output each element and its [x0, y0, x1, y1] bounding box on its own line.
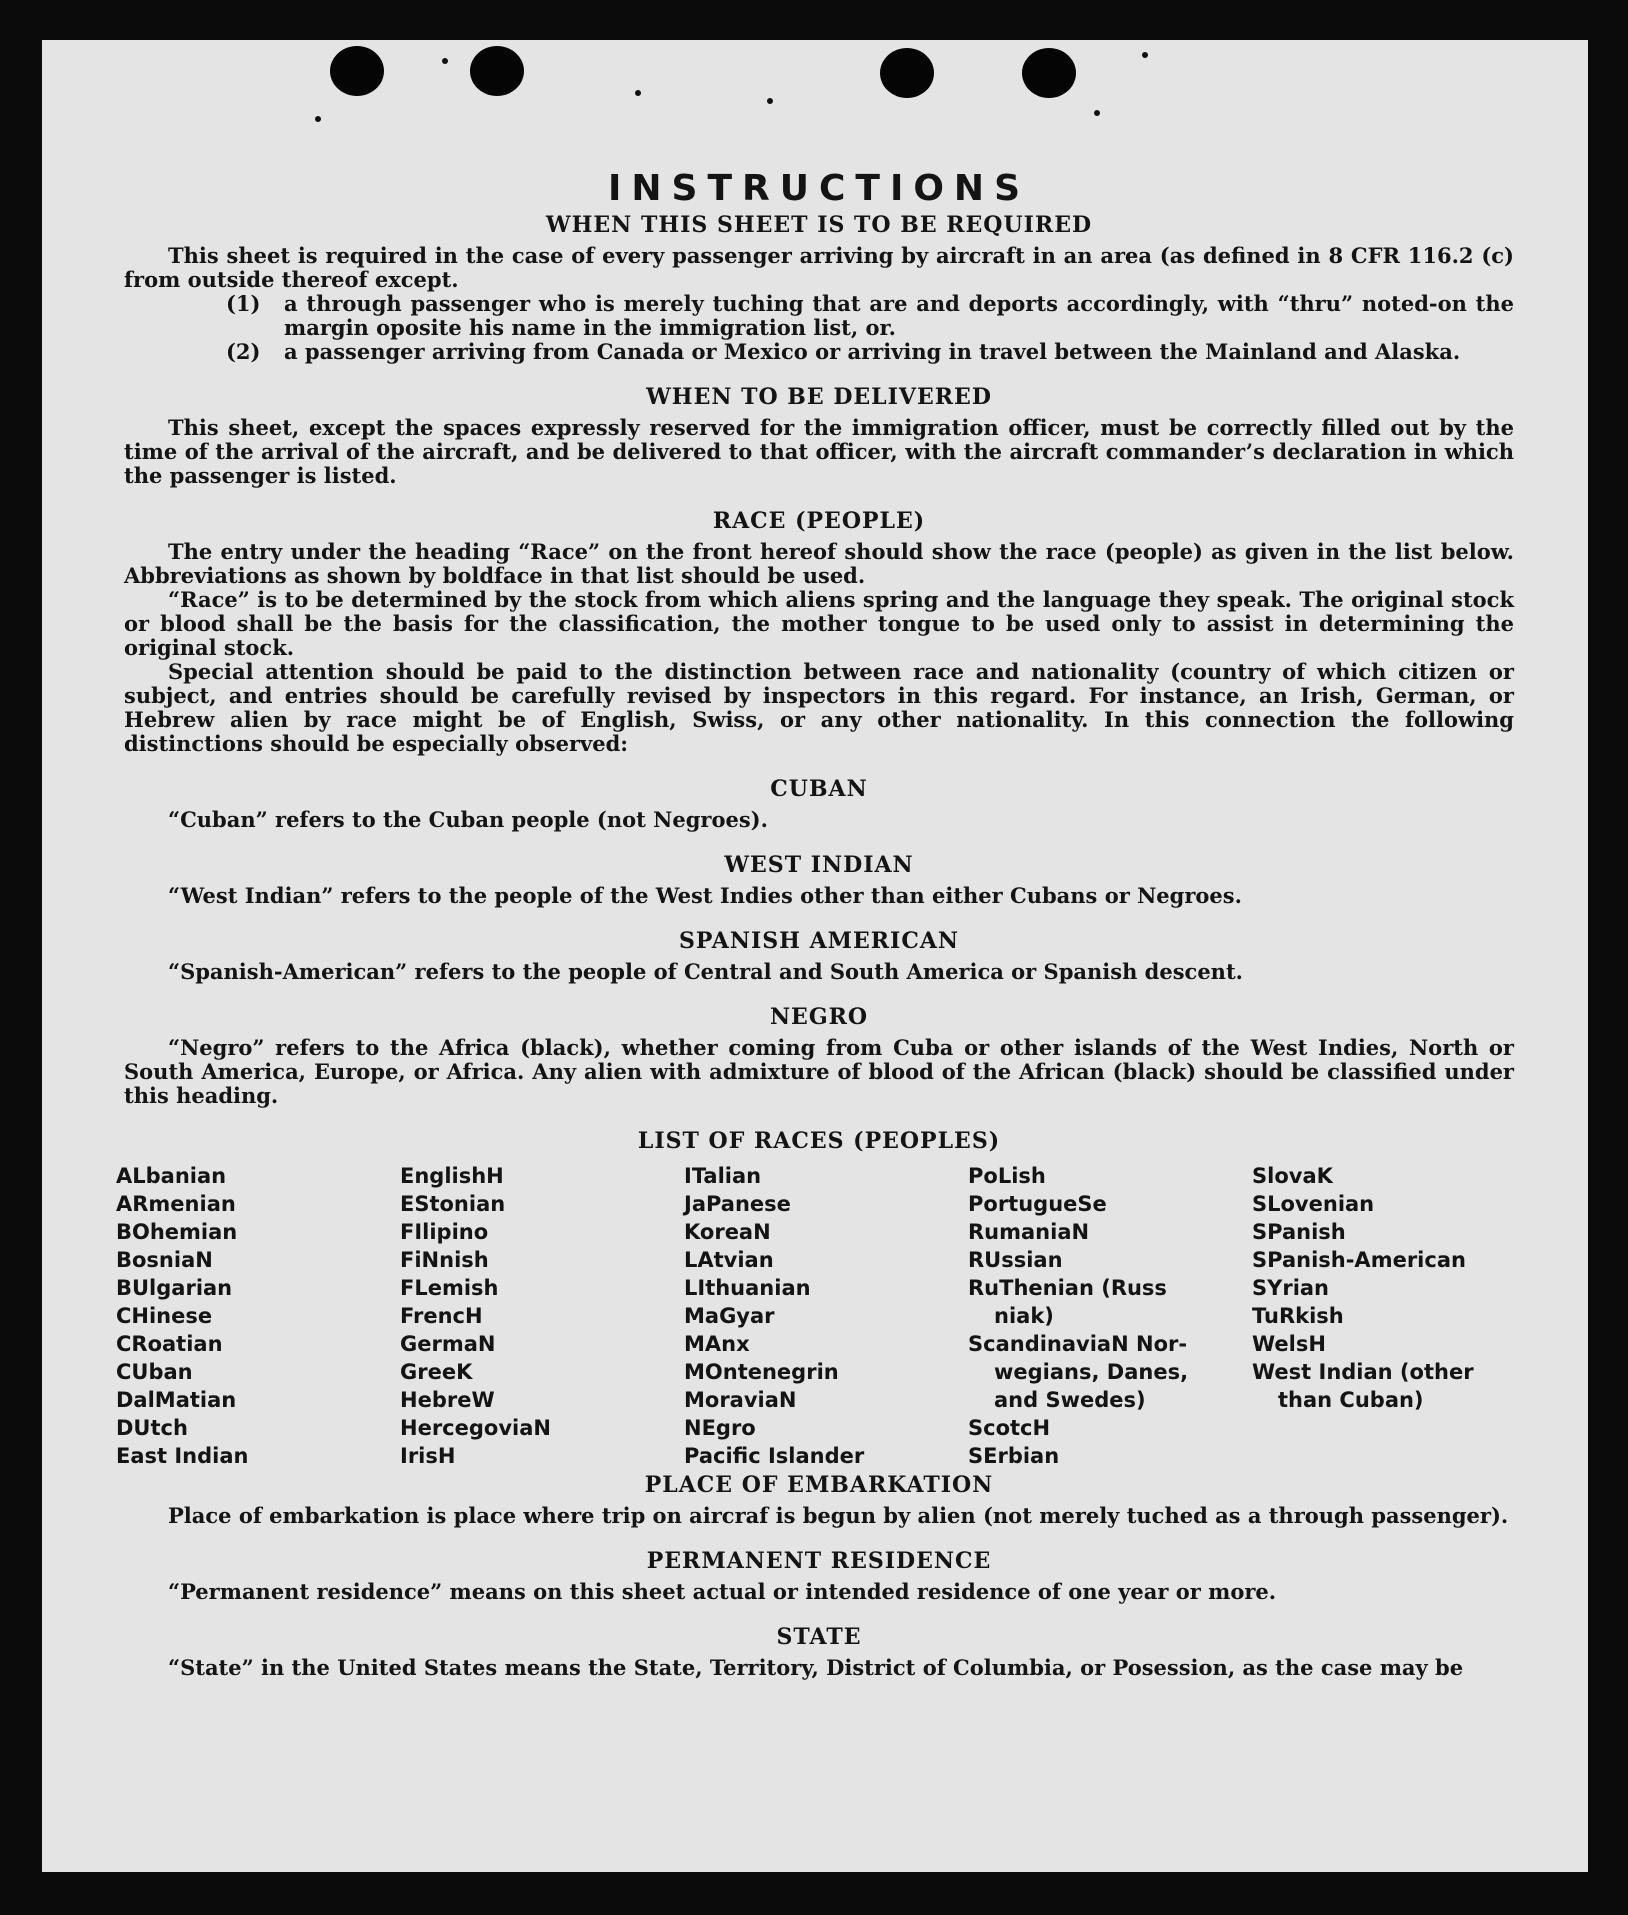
list-item — [124, 292, 1514, 340]
binder-hole-3 — [880, 48, 934, 98]
race-entry: SYrian — [1252, 1276, 1330, 1300]
paragraph-permanent-residence: “Permanent residence” means on this sheet actual or intended residence of one year or more. — [168, 1579, 1277, 1604]
race-list — [116, 1162, 1514, 1470]
race-entry: Pacific Islander — [684, 1444, 865, 1468]
race-entry: LAtvian — [684, 1248, 774, 1272]
binder-hole-2 — [470, 46, 524, 96]
race-entry: ScandinaviaN Nor- — [968, 1332, 1188, 1356]
race-entry: BOhemian — [116, 1220, 238, 1244]
race-entry: EStonian — [400, 1192, 506, 1216]
race-entry: LIthuanian — [684, 1276, 811, 1300]
ink-speck — [1142, 52, 1148, 58]
race-entry: GreeK — [400, 1360, 473, 1384]
race-entry: MoraviaN — [684, 1388, 797, 1412]
race-entry: FrencH — [400, 1304, 483, 1328]
paragraph-cuban: “Cuban” refers to the Cuban people (not Negroes). — [168, 807, 768, 832]
page-title: INSTRUCTIONS — [608, 168, 1030, 209]
race-entry-continuation: than Cuban) — [1278, 1388, 1424, 1412]
race-entry: RuThenian (Russ — [968, 1276, 1167, 1300]
race-entry: KoreaN — [684, 1220, 771, 1244]
race-entry: FIlipino — [400, 1220, 489, 1244]
race-entry: BosniaN — [116, 1248, 213, 1272]
heading-cuban: CUBAN — [770, 776, 868, 802]
binder-hole-4 — [1022, 48, 1076, 98]
document-sheet — [42, 40, 1588, 1872]
race-entry: DalMatian — [116, 1388, 237, 1412]
race-entry: PoLish — [968, 1164, 1046, 1188]
paragraph-race-3: Special attention should be paid to the distinction between race and nationality (country of which citizen or subject, and entries should be carefully revised by inspectors in this regard. For instance, an Irish, German, or Hebrew alien by race might be of English, Swiss, or any other nationality. In this connection the following distinctions should be especially observed: — [124, 659, 1514, 756]
ink-speck — [315, 116, 321, 122]
race-entry: MAnx — [684, 1332, 750, 1356]
race-entry: SPanish-American — [1252, 1248, 1466, 1272]
race-entry: WelsH — [1252, 1332, 1326, 1356]
race-entry: ScotcH — [968, 1416, 1051, 1440]
paragraph-west-indian: “West Indian” refers to the people of the West Indies other than either Cubans or Negroes. — [168, 883, 1242, 908]
paragraph-race-2: “Race” is to be determined by the stock from which aliens spring and the language they speak. The original stock or blood shall be the basis for the classification, the mother tongue to be used only to assist in determining the original stock. — [124, 587, 1514, 660]
document-content — [116, 168, 1514, 1680]
race-column — [968, 1162, 1252, 1470]
race-entry: MaGyar — [684, 1304, 775, 1328]
race-entry: MOntenegrin — [684, 1360, 839, 1384]
race-entry: SErbian — [968, 1444, 1060, 1468]
ink-speck — [767, 98, 773, 104]
binder-hole-1 — [330, 46, 384, 96]
paragraph-race-1: The entry under the heading “Race” on the front hereof should show the race (people) as given in the list below. Abbreviations as shown by boldface in that list should be used. — [124, 539, 1514, 588]
heading-permanent-residence: PERMANENT RESIDENCE — [646, 1548, 992, 1574]
heading-negro: NEGRO — [769, 1004, 869, 1030]
race-entry-continuation: niak) — [994, 1304, 1054, 1328]
race-entry: CRoatian — [116, 1332, 223, 1356]
race-entry: NEgro — [684, 1416, 756, 1440]
race-entry: EnglishH — [400, 1164, 504, 1188]
race-entry: HebreW — [400, 1388, 495, 1412]
race-entry: TuRkish — [1252, 1304, 1344, 1328]
heading-when-required: WHEN THIS SHEET IS TO BE REQUIRED — [545, 212, 1093, 238]
race-entry: RUssian — [968, 1248, 1063, 1272]
race-entry-continuation: wegians, Danes, — [994, 1360, 1189, 1384]
race-entry: IrisH — [400, 1444, 456, 1468]
race-entry: ARmenian — [116, 1192, 236, 1216]
race-entry: RumaniaN — [968, 1220, 1090, 1244]
race-entry: PortugueSe — [968, 1192, 1107, 1216]
race-entry: FiNnish — [400, 1248, 489, 1272]
paragraph-when-required: This sheet is required in the case of every passenger arriving by aircraft in an area (as defined in 8 CFR 116.2 (c) from outside thereof except. — [124, 243, 1514, 292]
race-entry: CUban — [116, 1360, 193, 1384]
race-column — [1252, 1162, 1506, 1470]
ink-speck — [1094, 110, 1100, 116]
heading-race: RACE (PEOPLE) — [712, 508, 926, 534]
race-entry: HercegoviaN — [400, 1416, 551, 1440]
list-item-number: (1) — [226, 291, 261, 316]
ink-speck — [635, 90, 641, 96]
race-column — [116, 1162, 400, 1470]
list-item-number: (2) — [226, 339, 261, 364]
race-entry: East Indian — [116, 1444, 249, 1468]
race-entry: ITalian — [684, 1164, 762, 1188]
race-entry: CHinese — [116, 1304, 213, 1328]
race-column — [684, 1162, 968, 1470]
race-entry: GermaN — [400, 1332, 496, 1356]
race-entry: JaPanese — [684, 1192, 791, 1216]
heading-embarkation: PLACE OF EMBARKATION — [644, 1472, 994, 1498]
heading-when-delivered: WHEN TO BE DELIVERED — [646, 384, 992, 410]
paragraph-negro: “Negro” refers to the Africa (black), whether coming from Cuba or other islands of the West Indies, North or South America, Europe, or Africa. Any alien with admixture of blood of the African (black) should be classified under this heading. — [124, 1035, 1514, 1108]
race-entry: DUtch — [116, 1416, 188, 1440]
race-entry: SPanish — [1252, 1220, 1346, 1244]
paragraph-embarkation: Place of embarkation is place where trip on aircraf is begun by alien (not merely tuched as a through passenger). — [168, 1503, 1509, 1528]
paragraph-state: “State” in the United States means the State, Territory, District of Columbia, or Posession, as the case may be — [168, 1655, 1464, 1680]
race-entry: SlovaK — [1252, 1164, 1333, 1188]
paragraph-spanish-american: “Spanish-American” refers to the people of Central and South America or Spanish descent. — [168, 959, 1243, 984]
race-entry: ALbanian — [116, 1164, 227, 1188]
race-entry-continuation: and Swedes) — [994, 1388, 1146, 1412]
list-item — [124, 340, 1514, 364]
ink-speck — [442, 58, 448, 64]
race-entry: BUlgarian — [116, 1276, 233, 1300]
heading-list-of-races: LIST OF RACES (PEOPLES) — [637, 1128, 1001, 1154]
list-item-text: a through passenger who is merely tuching that are and deports accordingly, with “thru” noted-on the margin oposite his name in the immigration list, or. — [284, 291, 1514, 340]
race-entry: West Indian (other — [1252, 1360, 1474, 1384]
race-entry: SLovenian — [1252, 1192, 1375, 1216]
list-item-text: a passenger arriving from Canada or Mexico or arriving in travel between the Mainland and Alaska. — [284, 339, 1461, 364]
heading-spanish-american: SPANISH AMERICAN — [678, 928, 960, 954]
heading-west-indian: WEST INDIAN — [724, 852, 914, 878]
paragraph-when-delivered: This sheet, except the spaces expressly reserved for the immigration officer, must be correctly filled out by the time of the arrival of the aircraft, and be delivered to that officer, with the aircraft commander’s declaration in which the passenger is listed. — [124, 415, 1514, 488]
race-column — [400, 1162, 684, 1470]
heading-state: STATE — [776, 1624, 862, 1650]
race-entry: FLemish — [400, 1276, 499, 1300]
